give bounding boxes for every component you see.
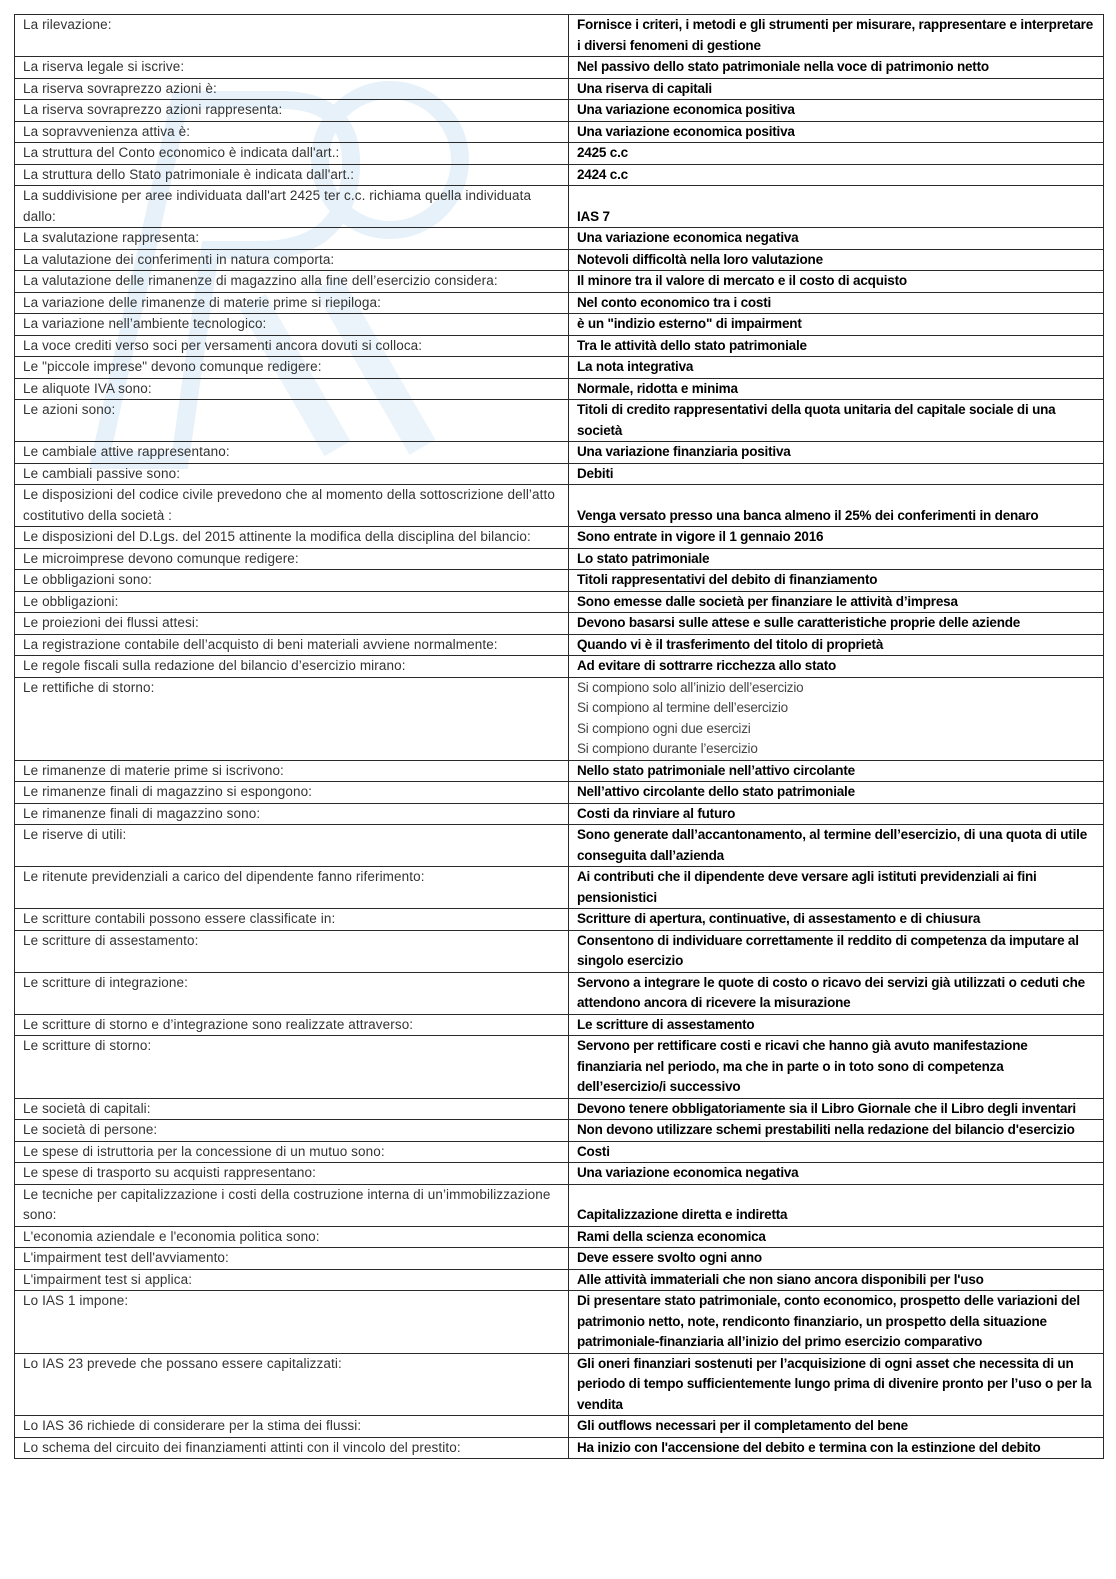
question-cell: Le cambiale attive rappresentano: <box>15 442 569 464</box>
table-row <box>15 1120 1104 1142</box>
question-cell: La valutazione dei conferimenti in natura comporta: <box>15 249 569 271</box>
question-cell: Le scritture di assestamento: <box>15 930 569 972</box>
answer-cell: Le scritture di assestamento <box>569 1014 1104 1036</box>
question-cell: Le scritture di storno e d’integrazione sono realizzate attraverso: <box>15 1014 569 1036</box>
answer-cell: Notevoli difficoltà nella loro valutazione <box>569 249 1104 271</box>
answer-cell: Quando vi è il trasferimento del titolo di proprietà <box>569 634 1104 656</box>
answer-cell: Debiti <box>569 463 1104 485</box>
answer-cell: Devono basarsi sulle attese e sulle caratteristiche proprie delle aziende <box>569 613 1104 635</box>
answer-cell: Devono tenere obbligatoriamente sia il Libro Giornale che il Libro degli inventari <box>569 1098 1104 1120</box>
question-cell: Le "piccole imprese" devono comunque redigere: <box>15 357 569 379</box>
answer-cell: Nel conto economico tra i costi <box>569 292 1104 314</box>
question-cell: Le proiezioni dei flussi attesi: <box>15 613 569 635</box>
question-cell: Le azioni sono: <box>15 400 569 442</box>
answer-option: Si compiono ogni due esercizi <box>577 720 751 736</box>
table-row <box>15 1163 1104 1185</box>
table-row <box>15 100 1104 122</box>
table-row <box>15 1141 1104 1163</box>
answer-cell: Titoli di credito rappresentativi della quota unitaria del capitale sociale di una società <box>569 400 1104 442</box>
qa-table <box>14 14 1104 1459</box>
answer-cell: Sono entrate in vigore il 1 gennaio 2016 <box>569 527 1104 549</box>
table-row <box>15 249 1104 271</box>
table-row <box>15 803 1104 825</box>
answer-cell: La nota integrativa <box>569 357 1104 379</box>
document-page <box>14 14 1103 1459</box>
answer-cell: Alle attività immateriali che non siano ancora disponibili per l'uso <box>569 1269 1104 1291</box>
table-row <box>15 867 1104 909</box>
table-row <box>15 357 1104 379</box>
table-row <box>15 1269 1104 1291</box>
answer-cell: è un "indizio esterno" di impairment <box>569 314 1104 336</box>
table-row <box>15 228 1104 250</box>
answer-option: Si compiono al termine dell’esercizio <box>577 700 788 715</box>
question-cell: L'economia aziendale e l'economia politica sono: <box>15 1226 569 1248</box>
answer-cell: Ad evitare di sottrarre ricchezza allo stato <box>569 656 1104 678</box>
question-cell: La sopravvenienza attiva è: <box>15 121 569 143</box>
answer-cell: Rami della scienza economica <box>569 1226 1104 1248</box>
table-row <box>15 613 1104 635</box>
table-row <box>15 1226 1104 1248</box>
question-cell: Le disposizioni del D.Lgs. del 2015 attinente la modifica della disciplina del bilancio: <box>15 527 569 549</box>
question-cell: Le rimanenze finali di magazzino si espongono: <box>15 782 569 804</box>
table-row <box>15 335 1104 357</box>
question-cell: Lo schema del circuito dei finanziamenti attinti con il vincolo del prestito: <box>15 1437 569 1459</box>
question-cell: L'impairment test si applica: <box>15 1269 569 1291</box>
question-cell: Le società di persone: <box>15 1120 569 1142</box>
answer-cell: Servono a integrare le quote di costo o ricavo dei servizi già utilizzati o ceduti che attendono ancora di ricevere la misurazione <box>569 972 1104 1014</box>
table-row <box>15 442 1104 464</box>
question-cell: Le rimanenze di materie prime si iscrivono: <box>15 760 569 782</box>
table-row <box>15 378 1104 400</box>
table-row <box>15 57 1104 79</box>
answer-cell: Venga versato presso una banca almeno il 25% dei conferimenti in denaro <box>569 485 1104 527</box>
table-row <box>15 463 1104 485</box>
question-cell: La rilevazione: <box>15 15 569 57</box>
answer-options-cell <box>569 677 1104 760</box>
table-row <box>15 1036 1104 1099</box>
table-row <box>15 164 1104 186</box>
answer-cell: Una variazione economica negativa <box>569 1163 1104 1185</box>
table-row <box>15 121 1104 143</box>
question-cell: La registrazione contabile dell’acquisto di beni materiali avviene normalmente: <box>15 634 569 656</box>
question-cell: La riserva sovraprezzo azioni rappresenta: <box>15 100 569 122</box>
answer-cell: Deve essere svolto ogni anno <box>569 1248 1104 1270</box>
answer-cell: Tra le attività dello stato patrimoniale <box>569 335 1104 357</box>
table-row <box>15 271 1104 293</box>
question-cell: Lo IAS 36 richiede di considerare per la stima dei flussi: <box>15 1416 569 1438</box>
question-cell: La riserva legale si iscrive: <box>15 57 569 79</box>
table-row <box>15 825 1104 867</box>
answer-cell: Gli outflows necessari per il completamento del bene <box>569 1416 1104 1438</box>
answer-cell: Una variazione economica negativa <box>569 228 1104 250</box>
question-cell: Le rettifiche di storno: <box>15 677 569 760</box>
table-row <box>15 930 1104 972</box>
answer-cell: Nell’attivo circolante dello stato patrimoniale <box>569 782 1104 804</box>
question-cell: Le microimprese devono comunque redigere: <box>15 548 569 570</box>
table-row <box>15 1184 1104 1226</box>
table-row <box>15 634 1104 656</box>
question-cell: Le obbligazioni: <box>15 591 569 613</box>
question-cell: Le ritenute previdenziali a carico del dipendente fanno riferimento: <box>15 867 569 909</box>
table-row <box>15 1248 1104 1270</box>
table-row <box>15 760 1104 782</box>
table-row <box>15 314 1104 336</box>
answer-cell: Il minore tra il valore di mercato e il costo di acquisto <box>569 271 1104 293</box>
table-row <box>15 485 1104 527</box>
answer-cell: Normale, ridotta e minima <box>569 378 1104 400</box>
table-row <box>15 1353 1104 1416</box>
answer-cell: Costi da rinviare al futuro <box>569 803 1104 825</box>
answer-cell: 2424 c.c <box>569 164 1104 186</box>
table-row <box>15 1291 1104 1354</box>
table-row <box>15 527 1104 549</box>
answer-cell: Una variazione finanziaria positiva <box>569 442 1104 464</box>
answer-cell: Non devono utilizzare schemi prestabiliti nella redazione del bilancio d'esercizio <box>569 1120 1104 1142</box>
table-row <box>15 15 1104 57</box>
table-row <box>15 143 1104 165</box>
table-row <box>15 656 1104 678</box>
answer-cell: Una variazione economica positiva <box>569 121 1104 143</box>
question-cell: Le rimanenze finali di magazzino sono: <box>15 803 569 825</box>
question-cell: Lo IAS 23 prevede che possano essere capitalizzati: <box>15 1353 569 1416</box>
question-cell: Le obbligazioni sono: <box>15 570 569 592</box>
question-cell: La valutazione delle rimanenze di magazzino alla fine dell’esercizio considera: <box>15 271 569 293</box>
question-cell: Le spese di istruttoria per la concessione di un mutuo sono: <box>15 1141 569 1163</box>
question-cell: La svalutazione rappresenta: <box>15 228 569 250</box>
question-cell: Le regole fiscali sulla redazione del bilancio d’esercizio mirano: <box>15 656 569 678</box>
question-cell: Le tecniche per capitalizzazione i costi della costruzione interna di un’immobilizzazione sono: <box>15 1184 569 1226</box>
table-row <box>15 186 1104 228</box>
answer-cell: IAS 7 <box>569 186 1104 228</box>
question-cell: Le aliquote IVA sono: <box>15 378 569 400</box>
table-row <box>15 591 1104 613</box>
question-cell: La riserva sovraprezzo azioni è: <box>15 78 569 100</box>
table-row <box>15 548 1104 570</box>
answer-cell: Titoli rappresentativi del debito di finanziamento <box>569 570 1104 592</box>
question-cell: L'impairment test dell'avviamento: <box>15 1248 569 1270</box>
answer-cell: Lo stato patrimoniale <box>569 548 1104 570</box>
question-cell: La struttura dello Stato patrimoniale è indicata dall'art.: <box>15 164 569 186</box>
table-row <box>15 909 1104 931</box>
question-cell: Le disposizioni del codice civile prevedono che al momento della sottoscrizione dell’atto costitutivo della società : <box>15 485 569 527</box>
table-row <box>15 1014 1104 1036</box>
question-cell: Le cambiali passive sono: <box>15 463 569 485</box>
answer-cell: Scritture di apertura, continuative, di assestamento e di chiusura <box>569 909 1104 931</box>
answer-cell: Una variazione economica positiva <box>569 100 1104 122</box>
table-row <box>15 972 1104 1014</box>
question-cell: La voce crediti verso soci per versamenti ancora dovuti si colloca: <box>15 335 569 357</box>
question-cell: Le scritture di storno: <box>15 1036 569 1099</box>
table-row <box>15 782 1104 804</box>
table-row <box>15 570 1104 592</box>
question-cell: Le scritture di integrazione: <box>15 972 569 1014</box>
question-cell: Le spese di trasporto su acquisti rappresentano: <box>15 1163 569 1185</box>
question-cell: La variazione nell’ambiente tecnologico: <box>15 314 569 336</box>
table-row <box>15 677 1104 760</box>
table-row <box>15 1416 1104 1438</box>
answer-cell: Sono generate dall’accantonamento, al termine dell’esercizio, di una quota di utile conseguita dall’azienda <box>569 825 1104 867</box>
answer-cell: Di presentare stato patrimoniale, conto economico, prospetto delle variazioni del patrimonio netto, note, rendiconto finanziario, un prospetto della situazione patrimoniale-finanziaria all’inizio del primo esercizio comparativo <box>569 1291 1104 1354</box>
question-cell: Lo IAS 1 impone: <box>15 1291 569 1354</box>
answer-cell: Sono emesse dalle società per finanziare le attività d’impresa <box>569 591 1104 613</box>
table-row <box>15 78 1104 100</box>
answer-cell: Consentono di individuare correttamente il reddito di competenza da imputare al singolo esercizio <box>569 930 1104 972</box>
answer-cell: Ha inizio con l'accensione del debito e termina con la estinzione del debito <box>569 1437 1104 1459</box>
answer-cell: Gli oneri finanziari sostenuti per l’acquisizione di ogni asset che necessita di un periodo di tempo sufficientemente lungo prima di divenire pronto per l’uso o per la vendita <box>569 1353 1104 1416</box>
answer-cell: Capitalizzazione diretta e indiretta <box>569 1184 1104 1226</box>
answer-option: Si compiono durante l’esercizio <box>577 741 758 756</box>
table-row <box>15 1437 1104 1459</box>
answer-cell: Nel passivo dello stato patrimoniale nella voce di patrimonio netto <box>569 57 1104 79</box>
answer-cell: Nello stato patrimoniale nell’attivo circolante <box>569 760 1104 782</box>
qa-table-body <box>15 15 1104 1459</box>
answer-cell: Una riserva di capitali <box>569 78 1104 100</box>
answer-cell: 2425 c.c <box>569 143 1104 165</box>
table-row <box>15 292 1104 314</box>
question-cell: Le scritture contabili possono essere classificate in: <box>15 909 569 931</box>
question-cell: La variazione delle rimanenze di materie prime si riepiloga: <box>15 292 569 314</box>
answer-cell: Servono per rettificare costi e ricavi che hanno già avuto manifestazione finanziaria nel periodo, ma che in parte o in toto sono di competenza dell’esercizio/i successivo <box>569 1036 1104 1099</box>
table-row <box>15 1098 1104 1120</box>
question-cell: Le riserve di utili: <box>15 825 569 867</box>
answer-cell: Ai contributi che il dipendente deve versare agli istituti previdenziali ai fini pensionistici <box>569 867 1104 909</box>
question-cell: La struttura del Conto economico è indicata dall'art.: <box>15 143 569 165</box>
question-cell: Le società di capitali: <box>15 1098 569 1120</box>
answer-cell: Fornisce i criteri, i metodi e gli strumenti per misurare, rappresentare e interpretare i diversi fenomeni di gestione <box>569 15 1104 57</box>
answer-option: Si compiono solo all’inizio dell’esercizio <box>577 679 804 695</box>
answer-cell: Costi <box>569 1141 1104 1163</box>
table-row <box>15 400 1104 442</box>
question-cell: La suddivisione per aree individuata dall'art 2425 ter c.c. richiama quella individuata dallo: <box>15 186 569 228</box>
